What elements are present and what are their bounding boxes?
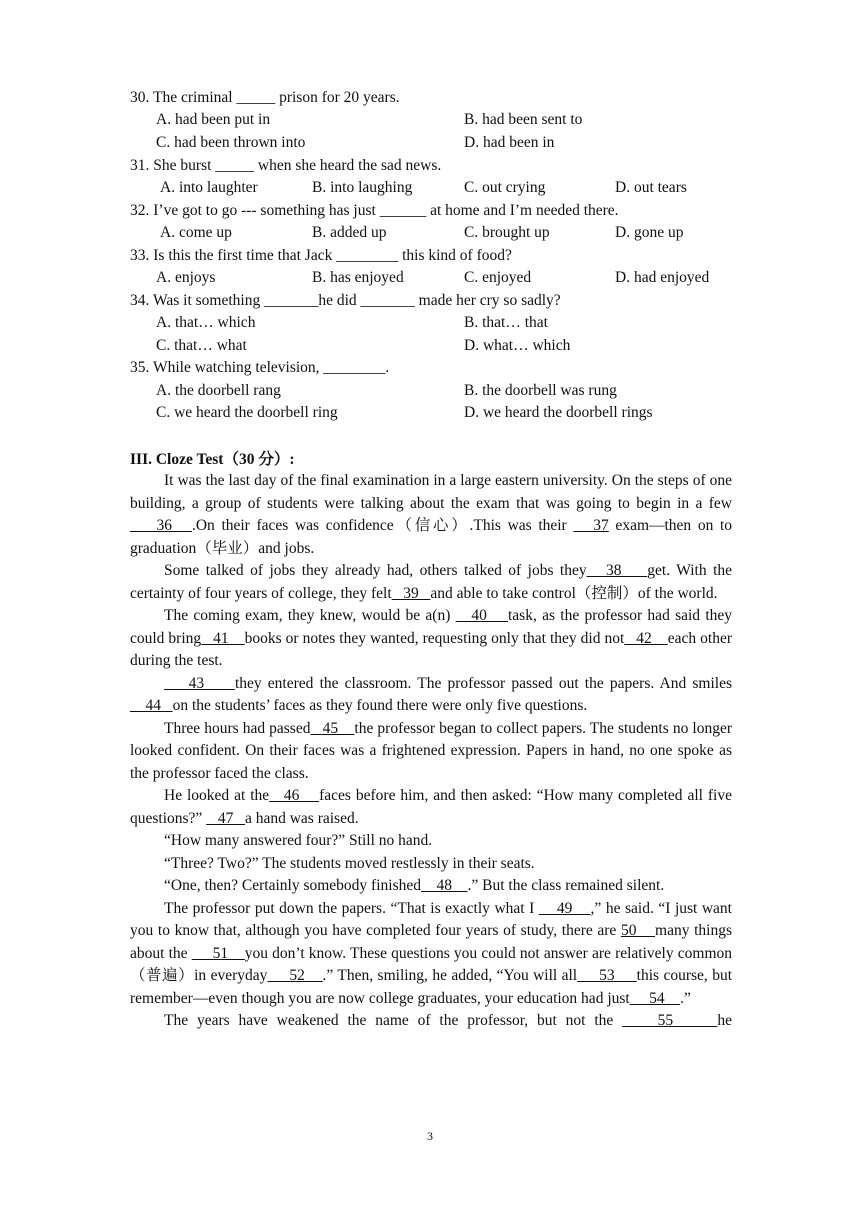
blank-39: 39 bbox=[391, 584, 431, 602]
passage-text: task, as the professor had said they could bring bbox=[130, 607, 733, 647]
question-35-option-b: B. the doorbell was rung bbox=[464, 382, 617, 399]
paragraph-4 bbox=[130, 673, 732, 718]
blank-44: 44 bbox=[130, 697, 173, 714]
blank-42: 42 bbox=[624, 629, 668, 647]
passage-text: a hand was raised. bbox=[244, 809, 359, 827]
paragraph-10 bbox=[130, 898, 732, 1011]
passage-text: Some talked of jobs they already had, others talked of jobs they bbox=[164, 562, 587, 579]
passage-text: each other during the test. bbox=[130, 629, 732, 669]
question-34-stem: 34. Was it something _______he did _______ made her cry so sadly? bbox=[130, 292, 561, 309]
passage-text: he bbox=[717, 1012, 732, 1029]
question-30-option-b: B. had been sent to bbox=[464, 111, 583, 128]
blank-49: 49 bbox=[538, 899, 591, 917]
question-31-option-c: C. out crying bbox=[464, 179, 546, 196]
question-34-option-b: B. that… that bbox=[464, 314, 548, 331]
paragraph-8 bbox=[130, 853, 732, 876]
question-33-option-a: A. enjoys bbox=[156, 269, 216, 286]
question-31-stem: 31. She burst _____ when she heard the sad news. bbox=[130, 157, 442, 174]
passage-text: .” bbox=[680, 989, 691, 1007]
passage-text: .On their faces was confidence（信心）.This was their bbox=[191, 517, 574, 534]
question-33-option-d: D. had enjoyed bbox=[615, 269, 710, 286]
passage-text: “Three? Two?” The students moved restlessly in their seats. bbox=[164, 854, 535, 872]
question-30-option-a: A. had been put in bbox=[156, 111, 271, 128]
question-32-option-b: B. added up bbox=[312, 224, 387, 241]
passage-text: ,” he said. “I just want you to know that, although you have completed four years of study, there are bbox=[130, 899, 732, 939]
passage-text: many things about the bbox=[130, 922, 732, 962]
question-30-option-c: C. had been thrown into bbox=[156, 134, 306, 151]
question-32-stem: 32. I’ve got to go --- something has just ______ at home and I’m needed there. bbox=[130, 202, 619, 219]
paragraph-7 bbox=[130, 830, 732, 853]
question-30-stem: 30. The criminal _____ prison for 20 years. bbox=[130, 89, 400, 106]
blank-45: 45 bbox=[310, 719, 355, 737]
question-33-option-b: B. has enjoyed bbox=[312, 269, 404, 286]
blank-41: 41 bbox=[201, 629, 245, 647]
passage-text: on the students’ faces as they found there were only five questions. bbox=[172, 697, 588, 714]
blank-53: 53 bbox=[577, 967, 637, 984]
paragraph-3 bbox=[130, 605, 732, 673]
blank-36: 36 bbox=[130, 517, 192, 534]
question-31-option-b: B. into laughing bbox=[312, 179, 413, 196]
blank-50: 50 bbox=[620, 922, 656, 939]
question-32-option-c: C. brought up bbox=[464, 224, 550, 241]
blank-40: 40 bbox=[455, 607, 508, 624]
blank-43: 43 bbox=[164, 674, 235, 692]
passage-text: The coming exam, they knew, would be a(n) bbox=[164, 607, 456, 624]
question-30-option-d: D. had been in bbox=[464, 134, 555, 151]
question-35-option-c: C. we heard the doorbell ring bbox=[156, 404, 338, 421]
paragraph-2 bbox=[130, 560, 732, 605]
passage-text: you don’t know. These questions you could not answer are relatively common（普遍）in everyday bbox=[130, 944, 733, 984]
paragraph-9 bbox=[130, 875, 732, 898]
passage-text: Three hours had passed bbox=[164, 719, 311, 737]
question-32-option-a: A. come up bbox=[160, 224, 232, 241]
question-33-option-c: C. enjoyed bbox=[464, 269, 532, 286]
paragraph-5 bbox=[130, 718, 732, 786]
passage-text: the professor began to collect papers. The students no longer looked confident. On their faces was a frightened expression. Papers in hand, no one spoke as the professor faced the class. bbox=[130, 719, 732, 782]
paragraph-6 bbox=[130, 785, 732, 830]
question-35-stem: 35. While watching television, ________. bbox=[130, 359, 390, 376]
passage-text: exam—then on to graduation（毕业）and jobs. bbox=[130, 517, 733, 557]
question-35-option-d: D. we heard the doorbell rings bbox=[464, 404, 653, 421]
passage-text: get. With the certainty of four years of college, they felt bbox=[130, 562, 733, 602]
question-33-stem: 33. Is this the first time that Jack ________ this kind of food? bbox=[130, 247, 512, 264]
passage-text: It was the last day of the final examination in a large eastern university. On the steps of one building, a group of students were talking about the exam that was going to begin in a few bbox=[130, 472, 732, 512]
paragraph-11 bbox=[130, 1010, 732, 1033]
passage-text: faces before him, and then asked: “How many completed all five questions?” bbox=[130, 787, 732, 827]
passage-text: The years have weakened the name of the professor, but not the bbox=[164, 1012, 623, 1029]
cloze-passage bbox=[130, 470, 732, 1033]
paragraph-1 bbox=[130, 470, 732, 560]
question-31-option-d: D. out tears bbox=[615, 179, 687, 196]
blank-46: 46 bbox=[269, 787, 320, 804]
blank-37: 37 bbox=[573, 517, 609, 534]
question-32-option-d: D. gone up bbox=[615, 224, 684, 241]
blank-55: 55 bbox=[622, 1012, 718, 1029]
blank-47: 47 bbox=[206, 809, 245, 827]
page-number: 3 bbox=[427, 1129, 433, 1143]
passage-text: .” Then, smiling, he added, “You will all bbox=[322, 967, 578, 984]
passage-text: “One, then? Certainly somebody finished bbox=[164, 877, 421, 894]
passage-text: books or notes they wanted, requesting only that they did not bbox=[244, 629, 625, 647]
blank-51: 51 bbox=[191, 944, 245, 962]
question-34-option-a: A. that… which bbox=[156, 314, 256, 331]
blank-38: 38 bbox=[586, 562, 648, 579]
passage-text: “How many answered four?” Still no hand. bbox=[164, 832, 433, 849]
passage-text: they entered the classroom. The professor passed out the papers. And smiles bbox=[234, 674, 733, 692]
passage-text: He looked at the bbox=[164, 787, 270, 804]
blank-52: 52 bbox=[267, 967, 323, 984]
passage-text: .” But the class remained silent. bbox=[467, 877, 665, 894]
passage-text: this course, but remember—even though you are now college graduates, your education had just bbox=[130, 967, 733, 1007]
question-34-option-d: D. what… which bbox=[464, 337, 571, 354]
question-34-option-c: C. that… what bbox=[156, 337, 247, 354]
section-heading-cloze: III. Cloze Test（30 分）: bbox=[130, 451, 295, 468]
question-35-option-a: A. the doorbell rang bbox=[156, 382, 281, 399]
question-31-option-a: A. into laughter bbox=[160, 179, 258, 196]
blank-48: 48 bbox=[420, 877, 468, 894]
passage-text: and able to take control（控制）of the world. bbox=[430, 584, 718, 602]
blank-54: 54 bbox=[629, 989, 681, 1007]
passage-text: The professor put down the papers. “That is exactly what I bbox=[164, 899, 539, 917]
